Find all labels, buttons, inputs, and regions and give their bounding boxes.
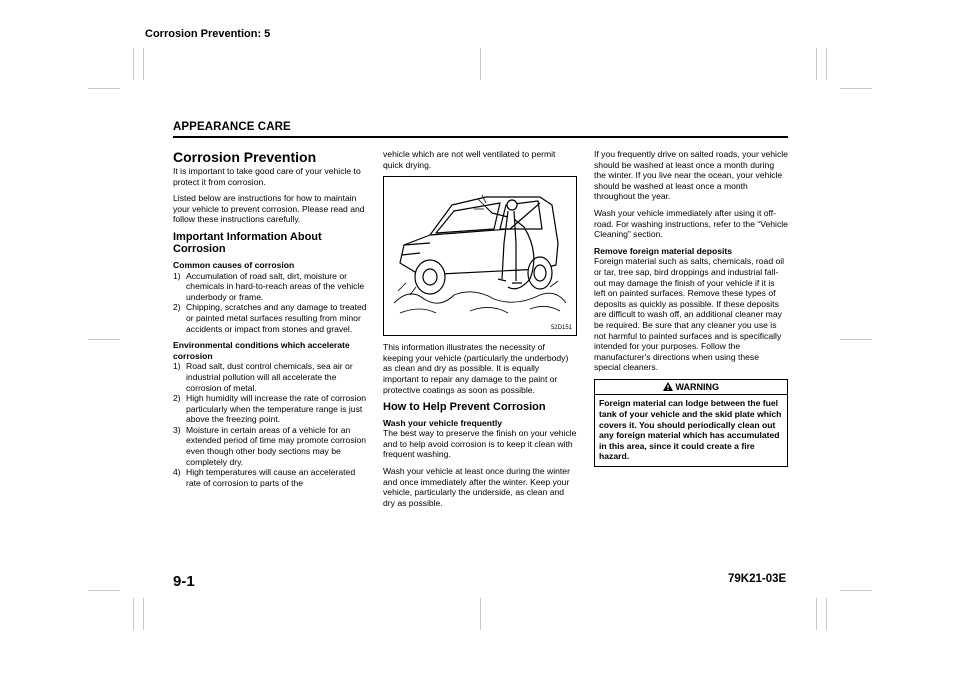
list-item (173, 425, 367, 467)
deposits-heading: Remove foreign material deposits (594, 245, 733, 256)
running-head: Corrosion Prevention: 5 (145, 28, 271, 40)
car-wash-figure (383, 176, 577, 336)
causes-heading: Common causes of corrosion (173, 259, 295, 270)
crop-mark (826, 598, 827, 630)
environment-heading: Environmental conditions which accelerate corrosion (173, 340, 350, 361)
crop-mark (143, 598, 144, 630)
salted-roads-paragraph: If you frequently drive on salted roads, your vehicle should be washed at least once a month during the winter. If you live near the ocean, your vehicle should be washed at least once a month throughout the year. (594, 149, 788, 202)
document-code: 79K21-03E (728, 573, 787, 585)
column-1 (173, 149, 367, 494)
page-number: 9-1 (173, 573, 195, 590)
list-item (173, 271, 367, 303)
intro-paragraph: It is important to take good care of your vehicle to protect it from corrosion. (173, 166, 361, 187)
crop-mark (826, 48, 827, 80)
list-text: High temperatures will cause an accelerated rate of corrosion to parts of the (186, 467, 356, 488)
column-3 (594, 149, 788, 467)
list-number: 4) (173, 467, 181, 478)
instructions-paragraph: Listed below are instructions for how to maintain your vehicle to prevent corrosion. Please read and follow these instructions carefully. (173, 193, 365, 225)
list-number: 2) (173, 393, 181, 404)
causes-list (173, 271, 367, 335)
warning-header (595, 380, 787, 396)
crop-mark (816, 598, 817, 630)
important-info-heading: Important Information About Corrosion (173, 230, 322, 256)
list-number: 3) (173, 424, 181, 435)
warning-triangle-icon (663, 382, 673, 391)
list-number: 1) (173, 361, 181, 372)
warning-label: WARNING (675, 381, 719, 392)
crop-mark (143, 48, 144, 80)
wash-paragraph-1: The best way to preserve the finish on your vehicle and to help avoid corrosion is to keep it clean with frequent washing. (383, 428, 577, 460)
crop-mark (480, 598, 481, 630)
figure-paragraph: This information illustrates the necessity of keeping your vehicle (particularly the underbody) as clean and dry as possible. It is equally important to repair any damage to the paint or protective coatings as soon as possible. (383, 342, 569, 395)
crop-mark (840, 88, 872, 89)
crop-mark (88, 88, 120, 89)
list-number: 2) (173, 302, 181, 313)
list-number: 1) (173, 270, 181, 281)
deposits-paragraph: Foreign material such as salts, chemicals, road oil or tar, tree sap, bird droppings and industrial fall-out may damage the finish of your vehicle if it is left on painted surfaces. Remove these types of deposits as quickly as possible. If these deposits are difficult to wash off, an additional cleaner may be required. Be sure that any cleaner you use is not harmful to painted surfaces and is specifically intended for your purposes. Follow the manufacturer's directions when using these special cleaners. (594, 256, 785, 373)
list-item (173, 361, 367, 393)
column-2 (383, 149, 577, 514)
header-rule (173, 136, 788, 138)
crop-mark (816, 48, 817, 80)
crop-mark (133, 598, 134, 630)
crop-mark (480, 48, 481, 80)
crop-mark (88, 339, 120, 340)
warning-box (594, 379, 788, 467)
list-text: Moisture in certain areas of a vehicle for an extended period of time may promote corrosion even though other body sections may be completely dry. (186, 424, 367, 467)
environment-list (173, 361, 367, 488)
figure-code: 52D151 (550, 324, 572, 331)
prevent-corrosion-heading: How to Help Prevent Corrosion (383, 401, 546, 414)
page-title: Corrosion Prevention (173, 149, 317, 165)
wash-paragraph-2: Wash your vehicle at least once during the winter and once immediately after the winter. Keep your vehicle, particularly the underside, as clean and dry as possible. (383, 466, 570, 508)
crop-mark (133, 48, 134, 80)
off-road-paragraph: Wash your vehicle immediately after using it off-road. For washing instructions, refer to the “Vehicle Cleaning” section. (594, 207, 788, 240)
crop-mark (840, 590, 872, 591)
crop-mark (840, 339, 872, 340)
car-wash-illustration (390, 183, 570, 323)
list-text: High humidity will increase the rate of corrosion particularly when the temperature range is just above the freezing point. (186, 393, 367, 425)
continued-paragraph: vehicle which are not well ventilated to permit quick drying. (383, 149, 556, 170)
section-heading: APPEARANCE CARE (173, 121, 291, 133)
list-text: Accumulation of road salt, dirt, moisture or chemicals in hard-to-reach areas of the vehicle underbody or frame. (186, 270, 365, 302)
list-item (173, 467, 367, 488)
list-text: Chipping, scratches and any damage to treated or painted metal surfaces resulting from minor accidents or impact from stones and gravel. (186, 302, 367, 334)
wash-heading: Wash your vehicle frequently (383, 417, 503, 428)
list-text: Road salt, dust control chemicals, sea air or industrial pollution will all accelerate the corrosion of metal. (186, 361, 353, 393)
list-item (173, 302, 367, 334)
warning-text: Foreign material can lodge between the fuel tank of your vehicle and the skid plate which covers it. You should periodically clean out any foreign material which has accumulated in this area, since it could create a fire hazard. (599, 398, 782, 462)
crop-mark (88, 590, 120, 591)
list-item (173, 393, 367, 425)
